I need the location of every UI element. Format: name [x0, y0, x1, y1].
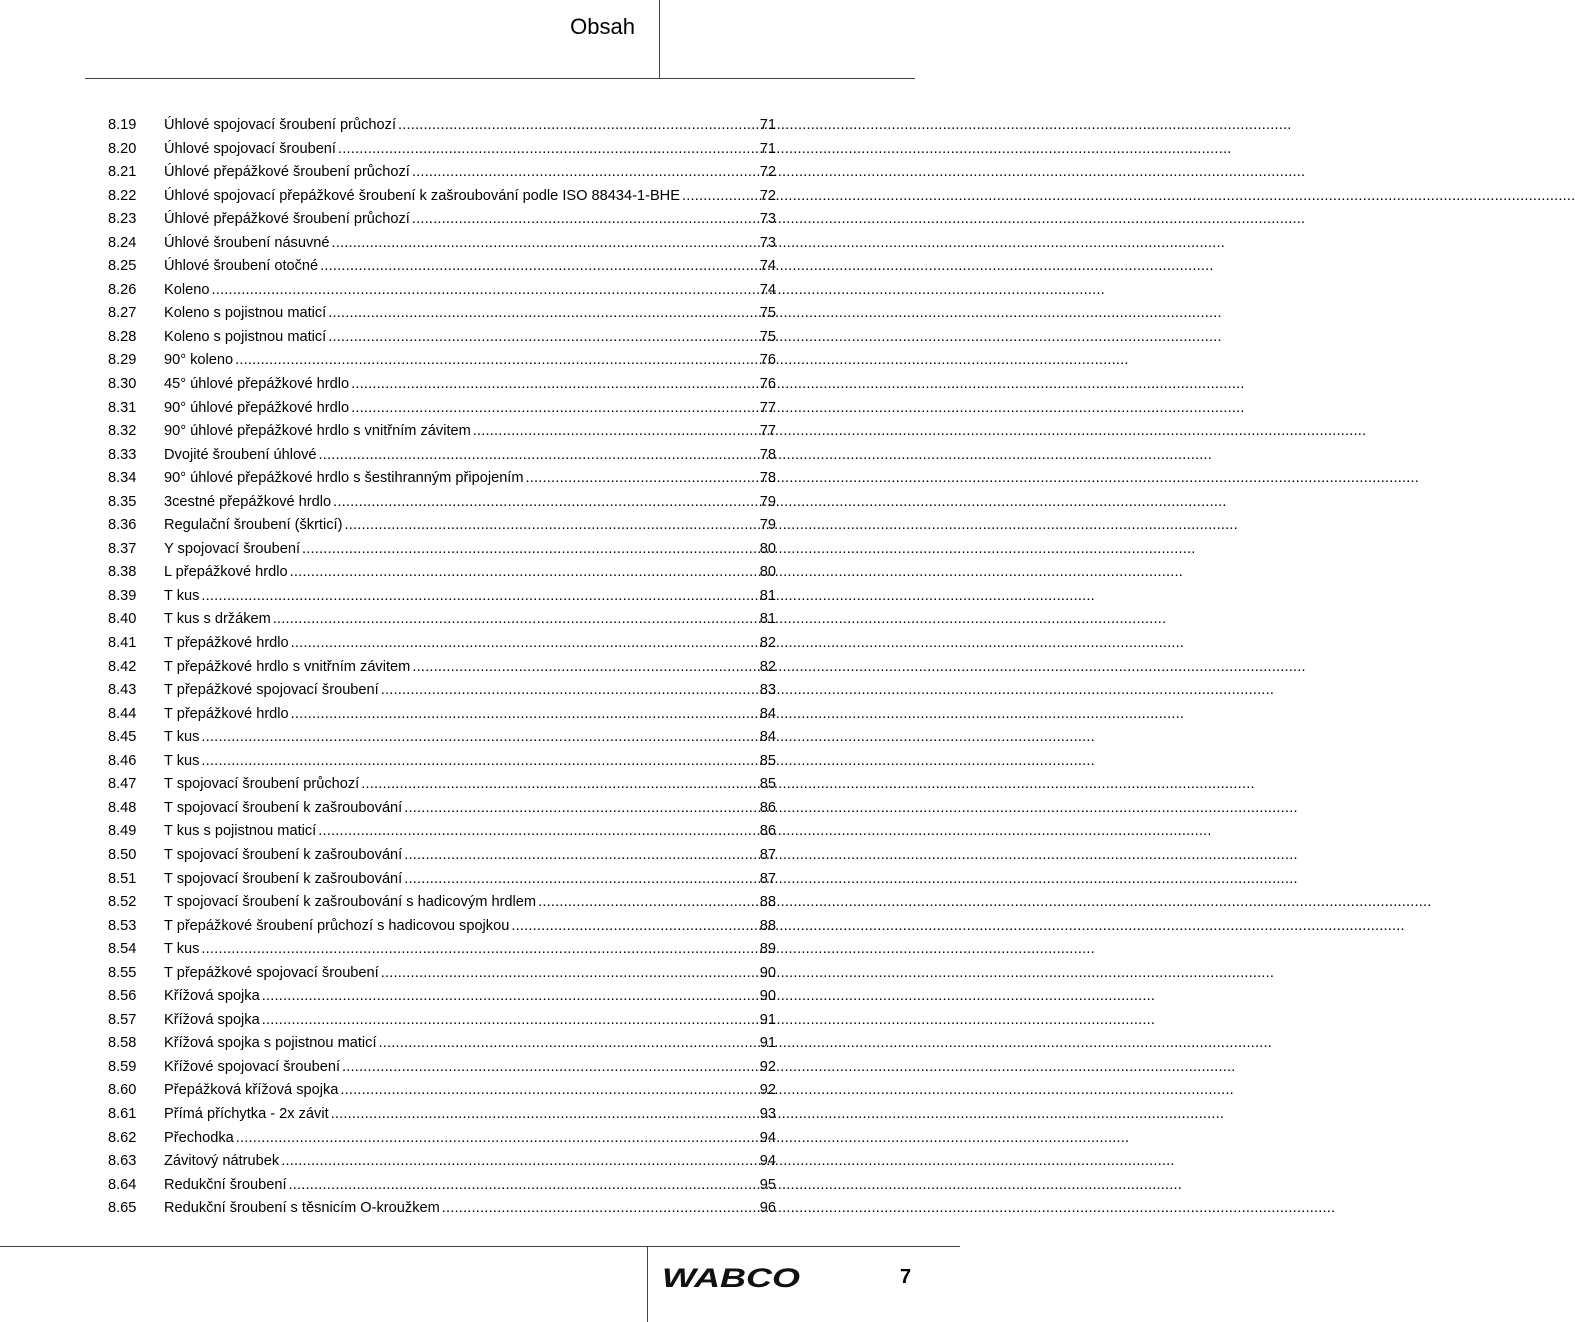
toc-entry-number: 8.43 — [108, 682, 137, 699]
toc-dot-leader — [680, 185, 760, 209]
toc-entry-title: T přepážkové hrdlo — [164, 705, 289, 722]
toc-dot-leader — [233, 349, 760, 373]
toc-entry[interactable] — [108, 279, 776, 303]
toc-entry-title: T přepážkové spojovací šroubení — [164, 964, 379, 981]
toc-dot-leader — [326, 326, 760, 350]
toc-dot-leader — [287, 1174, 760, 1198]
toc-entry-number: 8.24 — [108, 234, 137, 251]
toc-entry-title: Úhlové šroubení násuvné — [164, 234, 330, 251]
toc-dot-leader — [402, 844, 760, 868]
toc-dot-leader — [524, 467, 760, 491]
toc-entry-title: T přepážkové hrdlo s vnitřním závitem — [164, 658, 411, 675]
toc-entry[interactable] — [108, 444, 776, 468]
toc-entry-title: L přepážkové hrdlo — [164, 564, 288, 581]
toc-entry-title: Křížová spojka — [164, 1011, 260, 1028]
toc-dot-leader — [471, 420, 760, 444]
toc-entry-number: 8.50 — [108, 846, 137, 863]
toc-entry-title: T přepážkové šroubení průchozí s hadicovou spojkou — [164, 917, 510, 934]
toc-entry-title: T kus — [164, 941, 200, 958]
toc-entry-number: 8.65 — [108, 1200, 137, 1217]
toc-entry-title: Křížová spojka — [164, 988, 260, 1005]
toc-entry-number: 8.58 — [108, 1035, 137, 1052]
toc-entry[interactable] — [108, 1009, 776, 1033]
toc-entry-page: 76 — [759, 352, 776, 369]
toc-entry-page: 88 — [759, 894, 776, 911]
toc-entry-page: 80 — [759, 564, 776, 581]
toc-entry-page: 85 — [759, 752, 776, 769]
toc-entry[interactable] — [108, 962, 776, 986]
toc-entry[interactable] — [108, 985, 776, 1009]
toc-entry-title: T kus — [164, 729, 200, 746]
toc-entry[interactable] — [108, 820, 776, 844]
toc-entry[interactable] — [108, 373, 776, 397]
toc-entry-title: T kus s pojistnou maticí — [164, 823, 317, 840]
header-divider-horizontal — [85, 78, 915, 79]
toc-entry-page: 82 — [759, 658, 776, 675]
toc-dot-leader — [410, 161, 760, 185]
toc-dot-leader — [410, 208, 760, 232]
toc-dot-leader — [209, 279, 759, 303]
toc-entry-page: 84 — [759, 729, 776, 746]
toc-entry-page: 75 — [759, 305, 776, 322]
toc-entry-title: T přepážkové hrdlo — [164, 635, 289, 652]
toc-entry-title: Závitový nátrubek — [164, 1153, 280, 1170]
toc-dot-leader — [349, 373, 760, 397]
toc-dot-leader — [260, 1009, 760, 1033]
toc-entry-title: T kus s držákem — [164, 611, 271, 628]
toc-entry[interactable] — [108, 185, 776, 209]
toc-dot-leader — [234, 1127, 760, 1151]
toc-dot-leader — [300, 538, 760, 562]
toc-entry-number: 8.52 — [108, 894, 137, 911]
toc-entry-number: 8.36 — [108, 517, 137, 534]
toc-entry-number: 8.44 — [108, 705, 137, 722]
toc-entry-number: 8.38 — [108, 564, 137, 581]
toc-entry-page: 81 — [759, 587, 776, 604]
toc-entry-page: 73 — [759, 211, 776, 228]
toc-dot-leader — [330, 232, 760, 256]
toc-entry-title: Redukční šroubení — [164, 1176, 287, 1193]
toc-entry-page: 72 — [759, 164, 776, 181]
toc-entry-title: Regulační šroubení (škrticí) — [164, 517, 343, 534]
toc-entry-page: 75 — [759, 328, 776, 345]
toc-entry-number: 8.21 — [108, 164, 137, 181]
footer-divider-vertical — [647, 1246, 648, 1322]
toc-entry-title: Redukční šroubení s těsnicím O-kroužkem — [164, 1200, 440, 1217]
toc-entry[interactable] — [108, 397, 776, 421]
toc-entry-number: 8.27 — [108, 305, 137, 322]
page-number: 7 — [900, 1266, 912, 1288]
toc-dot-leader — [410, 656, 759, 680]
toc-entry-number: 8.63 — [108, 1153, 137, 1170]
toc-dot-leader — [289, 703, 760, 727]
toc-dot-leader — [289, 632, 760, 656]
toc-dot-leader — [260, 985, 760, 1009]
toc-entry-title: T spojovací šroubení k zašroubování s hadicovým hrdlem — [164, 894, 537, 911]
toc-entry-number: 8.59 — [108, 1058, 137, 1075]
toc-dot-leader — [396, 114, 760, 138]
toc-entry[interactable] — [108, 138, 776, 162]
toc-entry-title: T spojovací šroubení k zašroubování — [164, 799, 403, 816]
toc-entry-title: T kus — [164, 752, 200, 769]
toc-entry[interactable] — [108, 726, 776, 750]
toc-entry-title: 90° úhlové přepážkové hrdlo — [164, 399, 350, 416]
toc-entry-title: Křížové spojovací šroubení — [164, 1058, 341, 1075]
toc-entry-title: Úhlové přepážkové šroubení průchozí — [164, 164, 410, 181]
toc-entry-page: 78 — [759, 446, 776, 463]
toc-entry-page: 71 — [759, 117, 776, 133]
toc-entry[interactable] — [108, 349, 776, 373]
toc-entry[interactable] — [108, 1127, 776, 1151]
toc-entry-number: 8.19 — [108, 117, 137, 133]
toc-entry[interactable] — [108, 491, 776, 515]
toc-dot-leader — [288, 561, 760, 585]
toc-dot-leader — [199, 938, 759, 962]
toc-entry[interactable] — [108, 326, 776, 350]
toc-entry[interactable] — [108, 420, 776, 444]
header-divider-vertical — [659, 0, 660, 78]
toc-entry[interactable] — [108, 938, 776, 962]
toc-entry-title: Y spojovací šroubení — [164, 540, 301, 557]
toc-entry-number: 8.22 — [108, 187, 137, 204]
toc-dot-leader — [509, 915, 759, 939]
toc-entry[interactable] — [108, 1103, 776, 1127]
toc-entry-number: 8.57 — [108, 1011, 137, 1028]
toc-entry-page: 86 — [759, 823, 776, 840]
toc-entry-title: Koleno s pojistnou maticí — [164, 328, 327, 345]
toc-dot-leader — [329, 1103, 760, 1127]
toc-entry[interactable] — [108, 467, 776, 491]
toc-entry-title: Přechodka — [164, 1129, 234, 1146]
toc-dot-leader — [402, 797, 760, 821]
toc-entry-number: 8.53 — [108, 917, 137, 934]
toc-dot-leader — [271, 608, 760, 632]
toc-entry-number: 8.45 — [108, 729, 137, 746]
toc-entry-title: Koleno — [164, 281, 210, 298]
toc-entry-number: 8.23 — [108, 211, 137, 228]
toc-entry[interactable] — [108, 1150, 776, 1174]
toc-entry-number: 8.33 — [108, 446, 137, 463]
toc-entry-page: 86 — [759, 799, 776, 816]
toc-entry-page: 90 — [759, 988, 776, 1005]
toc-entry-page: 91 — [759, 1035, 776, 1052]
toc-entry-page: 79 — [759, 493, 776, 510]
toc-entry-title: Dvojité šroubení úhlové — [164, 446, 317, 463]
toc-entry-number: 8.61 — [108, 1105, 137, 1122]
toc-entry-number: 8.56 — [108, 988, 137, 1005]
toc-entry[interactable] — [108, 632, 776, 656]
toc-entry-title: T přepážkové spojovací šroubení — [164, 682, 379, 699]
toc-entry[interactable] — [108, 1032, 776, 1056]
toc-dot-leader — [336, 138, 760, 162]
toc-entry[interactable] — [108, 114, 776, 138]
toc-entry-title: 90° koleno — [164, 352, 234, 369]
toc-entry-title: T kus — [164, 587, 200, 604]
toc-entry-page: 84 — [759, 705, 776, 722]
toc-entry[interactable] — [108, 302, 776, 326]
toc-entry[interactable] — [108, 891, 776, 915]
toc-entry-title: Úhlové spojovací přepážkové šroubení k zašroubování podle ISO 88434-1-BHE — [164, 187, 680, 204]
toc-dot-leader — [279, 1150, 760, 1174]
toc-entry-title: 3cestné přepážkové hrdlo — [164, 493, 332, 510]
toc-dot-leader — [317, 444, 760, 468]
toc-entry-page: 92 — [759, 1058, 776, 1075]
toc-entry[interactable] — [108, 161, 776, 185]
toc-entry[interactable] — [108, 1174, 776, 1198]
toc-entry-page: 94 — [759, 1153, 776, 1170]
logo-text: WABCO — [662, 1263, 800, 1293]
toc-dot-leader — [379, 679, 760, 703]
toc-entry-number: 8.20 — [108, 140, 137, 157]
toc-entry-title: Úhlové šroubení otočné — [164, 258, 319, 275]
toc-dot-leader — [199, 585, 759, 609]
toc-entry-page: 88 — [759, 917, 776, 934]
toc-entry-page: 81 — [759, 611, 776, 628]
toc-entry[interactable] — [108, 679, 776, 703]
toc-entry[interactable] — [108, 1056, 776, 1080]
toc-entry[interactable] — [108, 255, 776, 279]
toc-entry-page: 74 — [759, 258, 776, 275]
toc-entry-page: 74 — [759, 281, 776, 298]
toc-entry-number: 8.37 — [108, 540, 137, 557]
toc-entry-number: 8.46 — [108, 752, 137, 769]
toc-entry[interactable] — [108, 608, 776, 632]
toc-entry-title: Úhlové spojovací šroubení průchozí — [164, 117, 397, 133]
toc-entry-number: 8.25 — [108, 258, 137, 275]
toc-entry-number: 8.26 — [108, 281, 137, 298]
toc-entry[interactable] — [108, 750, 776, 774]
toc-entry-number: 8.32 — [108, 423, 137, 440]
toc-entry-number: 8.64 — [108, 1176, 137, 1193]
toc-entry-number: 8.41 — [108, 635, 137, 652]
toc-entry[interactable] — [108, 208, 776, 232]
toc-dot-leader — [316, 820, 760, 844]
toc-entry-page: 93 — [759, 1105, 776, 1122]
toc-dot-leader — [340, 1056, 760, 1080]
toc-dot-leader — [331, 491, 760, 515]
toc-dot-leader — [379, 962, 760, 986]
toc-entry-number: 8.30 — [108, 376, 137, 393]
toc-entry-page: 90 — [759, 964, 776, 981]
toc-dot-leader — [342, 514, 759, 538]
toc-dot-leader — [377, 1032, 760, 1056]
toc-entry[interactable] — [108, 538, 776, 562]
toc-entry-title: Křížová spojka s pojistnou maticí — [164, 1035, 377, 1052]
toc-entry-number: 8.31 — [108, 399, 137, 416]
toc-entry-title: T spojovací šroubení průchozí — [164, 776, 360, 793]
toc-entry-title: 90° úhlové přepážkové hrdlo s vnitřním závitem — [164, 423, 471, 440]
toc-entry-page: 89 — [759, 941, 776, 958]
toc-entry[interactable] — [108, 915, 776, 939]
toc-entry[interactable] — [108, 514, 776, 538]
toc-entry-title: T spojovací šroubení k zašroubování — [164, 846, 403, 863]
toc-dot-leader — [199, 726, 759, 750]
toc-entry[interactable] — [108, 232, 776, 256]
toc-entry-page: 91 — [759, 1011, 776, 1028]
toc-entry-number: 8.48 — [108, 799, 137, 816]
toc-entry-page: 77 — [759, 423, 776, 440]
toc-entry-title: Přepážková křížová spojka — [164, 1082, 339, 1099]
toc-entry-number: 8.49 — [108, 823, 137, 840]
toc-dot-leader — [349, 397, 760, 421]
toc-entry[interactable] — [108, 773, 776, 797]
toc-entry-number: 8.51 — [108, 870, 137, 887]
toc-entry[interactable] — [108, 561, 776, 585]
toc-dot-leader — [199, 750, 759, 774]
toc-entry-page: 87 — [759, 870, 776, 887]
toc-entry-page: 94 — [759, 1129, 776, 1146]
toc-entry-number: 8.35 — [108, 493, 137, 510]
toc-entry-number: 8.39 — [108, 587, 137, 604]
toc-entry[interactable] — [108, 797, 776, 821]
page-header-title: Obsah — [570, 14, 635, 39]
toc-entry[interactable] — [108, 1079, 776, 1103]
toc-entry-number: 8.54 — [108, 941, 137, 958]
toc-entry-number: 8.55 — [108, 964, 137, 981]
toc-entry-page: 85 — [759, 776, 776, 793]
toc-dot-leader — [318, 255, 760, 279]
toc-entry-number: 8.40 — [108, 611, 137, 628]
toc-entry-title: Přímá příchytka - 2x závit — [164, 1105, 329, 1122]
toc-entry-page: 73 — [759, 234, 776, 251]
toc-entry-page: 71 — [759, 140, 776, 157]
wabco-logo — [662, 1263, 802, 1293]
toc-entry-title: 45° úhlové přepážkové hrdlo — [164, 376, 350, 393]
toc-entry-title: Koleno s pojistnou maticí — [164, 305, 327, 322]
toc-entry-page: 83 — [759, 682, 776, 699]
toc-entry-number: 8.62 — [108, 1129, 137, 1146]
toc-entry-title: 90° úhlové přepážkové hrdlo s šestihranným připojením — [164, 470, 524, 487]
toc-entry-page: 92 — [759, 1082, 776, 1099]
toc-entry-page: 95 — [759, 1176, 776, 1193]
toc-entry-page: 76 — [759, 376, 776, 393]
toc-entry[interactable] — [108, 868, 776, 892]
toc-dot-leader — [440, 1197, 760, 1221]
toc-entry[interactable] — [108, 703, 776, 727]
toc-entry-title: T spojovací šroubení k zašroubování — [164, 870, 403, 887]
footer-divider-horizontal — [0, 1246, 960, 1247]
toc-entry-page: 87 — [759, 846, 776, 863]
toc-entry[interactable] — [108, 656, 776, 680]
table-of-contents — [108, 114, 776, 1221]
toc-entry[interactable] — [108, 844, 776, 868]
toc-entry-page: 77 — [759, 399, 776, 416]
toc-dot-leader — [326, 302, 760, 326]
toc-entry-page: 96 — [759, 1200, 776, 1217]
toc-entry-number: 8.42 — [108, 658, 137, 675]
toc-entry-page: 78 — [759, 470, 776, 487]
toc-entry-page: 80 — [759, 540, 776, 557]
toc-entry-page: 82 — [759, 635, 776, 652]
toc-entry-page: 72 — [759, 187, 776, 204]
toc-entry-number: 8.28 — [108, 328, 137, 345]
toc-entry-page: 79 — [759, 517, 776, 534]
toc-entry[interactable] — [108, 585, 776, 609]
toc-entry-number: 8.60 — [108, 1082, 137, 1099]
toc-dot-leader — [338, 1079, 759, 1103]
toc-entry-number: 8.29 — [108, 352, 137, 369]
toc-dot-leader — [536, 891, 760, 915]
toc-entry-number: 8.34 — [108, 470, 137, 487]
toc-dot-leader — [402, 868, 760, 892]
toc-entry-title: Úhlové spojovací šroubení — [164, 140, 336, 157]
toc-dot-leader — [359, 773, 760, 797]
toc-entry-title: Úhlové přepážkové šroubení průchozí — [164, 211, 410, 228]
toc-entry[interactable] — [108, 1197, 776, 1221]
toc-entry-number: 8.47 — [108, 776, 137, 793]
